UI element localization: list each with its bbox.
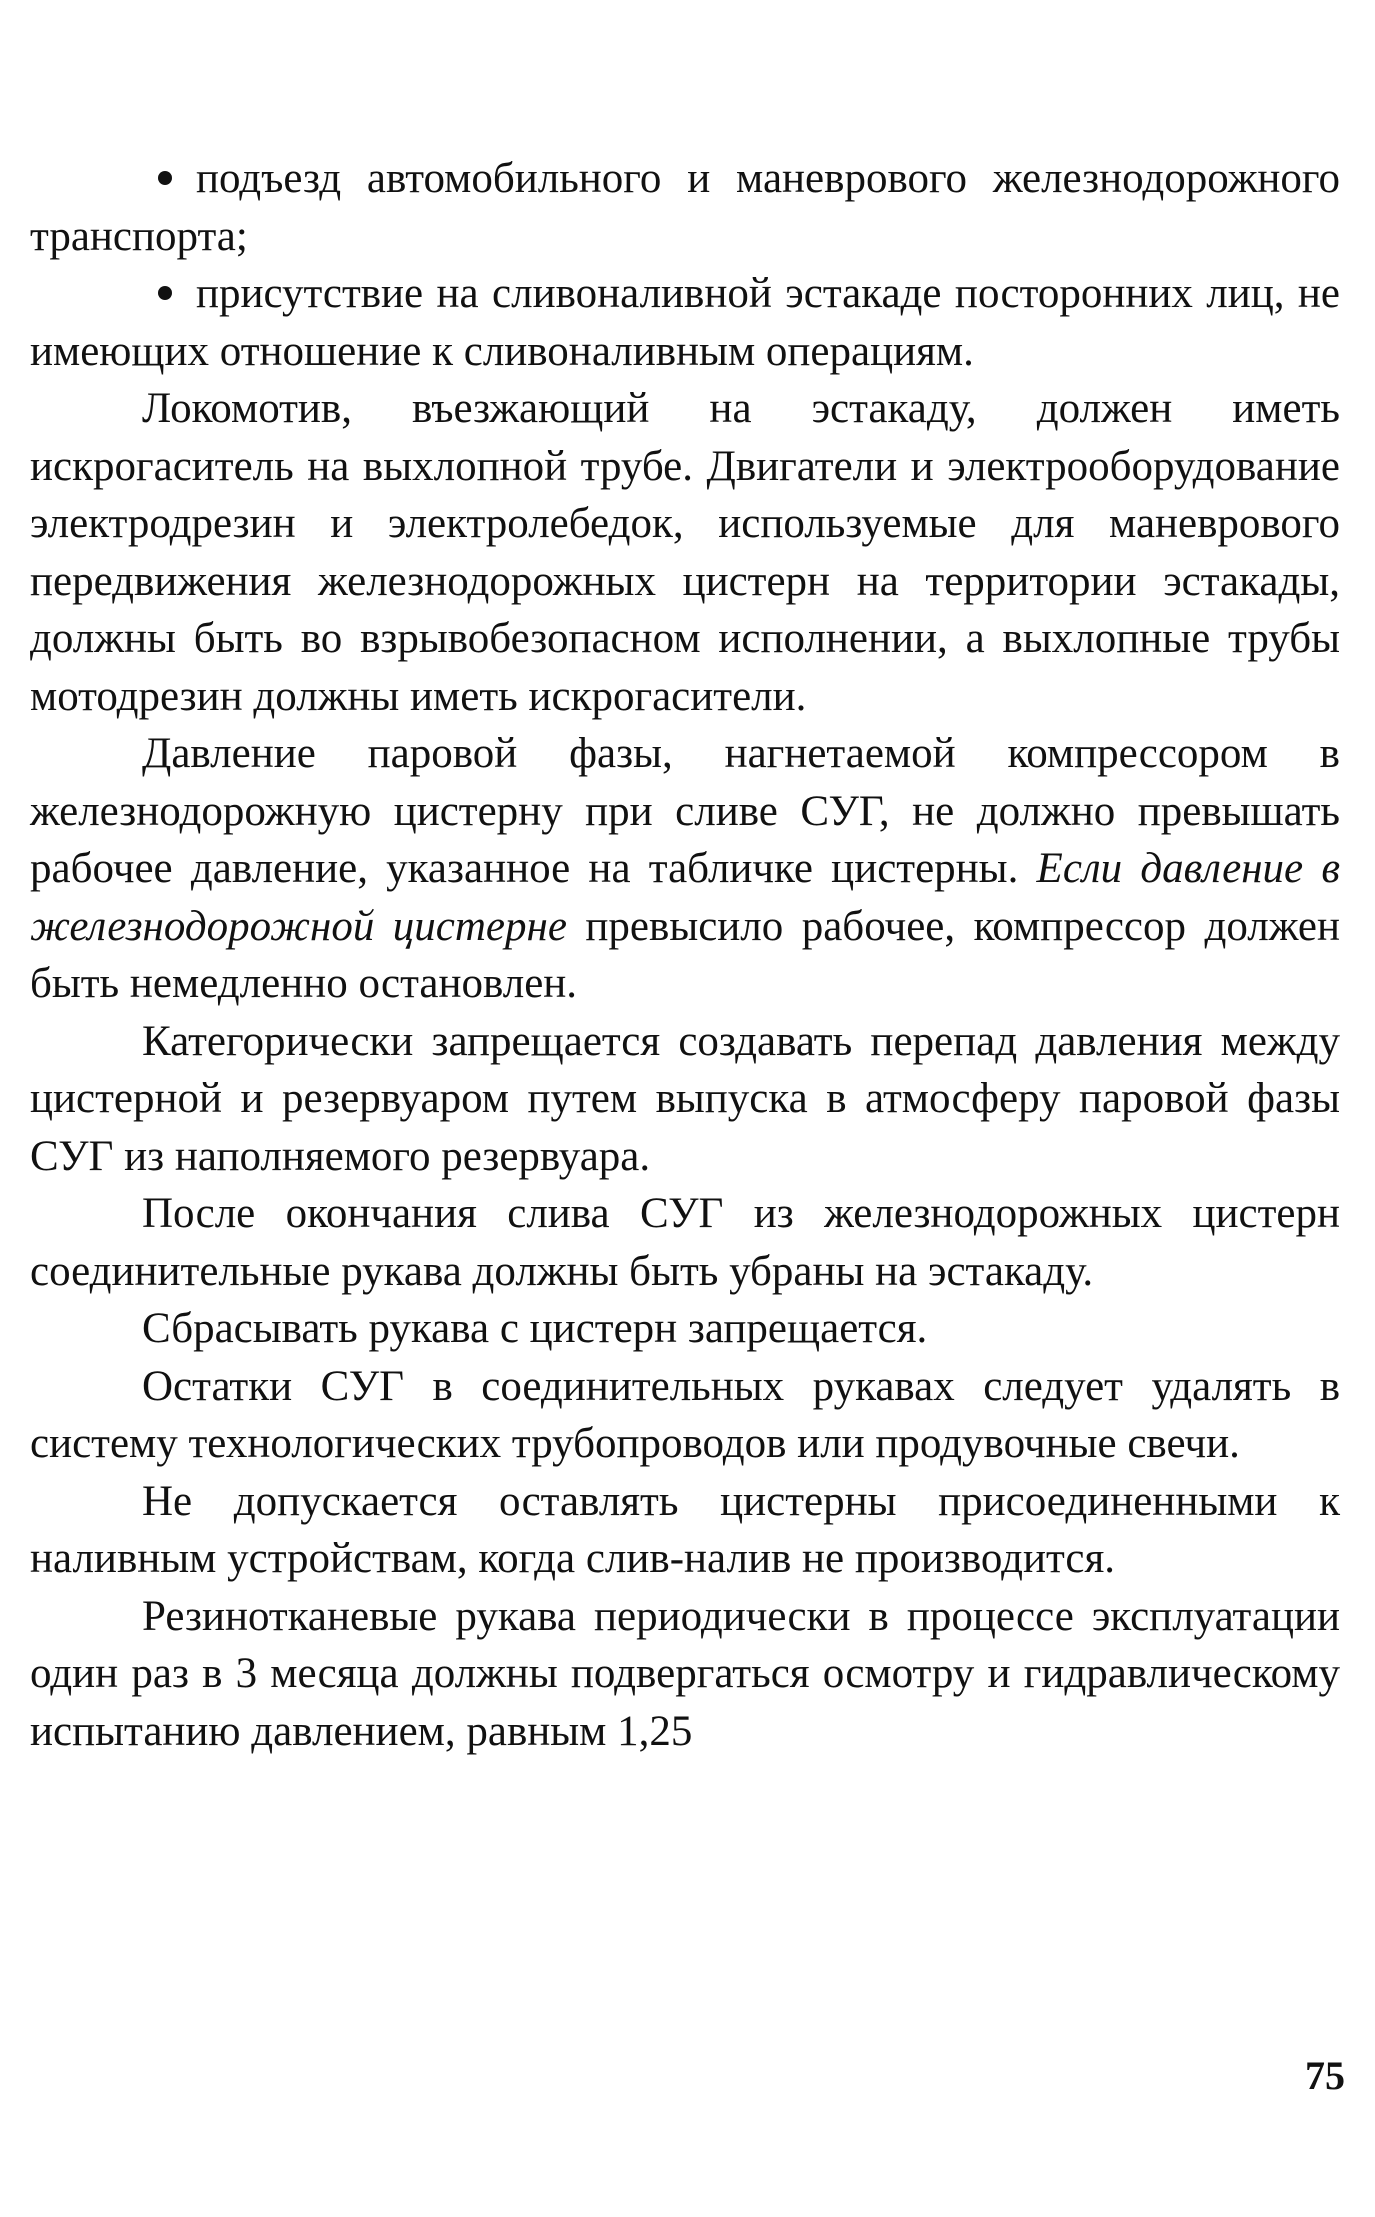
paragraph: Категорически запрещается создавать перепад давления между цистерной и резервуаром путем выпуска в атмосферу паровой фазы СУГ из наполняемого резервуара.	[30, 1017, 1340, 1180]
paragraph: Не допускается оставлять цистерны присоединенными к наливным устройствам, когда слив-налив не производится.	[30, 1477, 1340, 1582]
paragraph	[30, 725, 1340, 1013]
paragraph: Резинотканевые рукава периодически в процессе эксплуатации один раз в 3 месяца должны подвергаться осмотру и гидравлическому испытанию давлением, равным 1,25	[30, 1592, 1340, 1755]
paragraph: После окончания слива СУГ из железнодорожных цистерн соединительные рукава должны быть убраны на эстакаду.	[30, 1190, 1340, 1295]
paragraph-text: Давление паровой фазы, нагнетаемой компрессором в железнодорожную цистерну при сливе СУГ, не должно превышать рабочее давление, указанное на табличке цистерны.	[30, 730, 1340, 892]
paragraph-italic-text: Если давление в железнодорожной цистерне	[30, 845, 1340, 950]
paragraph-text: превысило рабочее, компрессор должен быть немедленно остановлен.	[30, 902, 1340, 1007]
document-body	[30, 150, 1340, 1760]
bullet-item	[30, 265, 1340, 380]
bullet-item	[30, 150, 1340, 265]
bullet-icon	[158, 171, 172, 185]
bullet-text: присутствие на сливоналивной эстакаде посторонних лиц, не имеющих отношение к сливоналивным операциям.	[30, 270, 1340, 375]
paragraph: Сбрасывать рукава с цистерн запрещается.	[142, 1305, 928, 1352]
page-number: 75	[1305, 2053, 1345, 2098]
bullet-icon	[158, 286, 172, 300]
bullet-text: подъезд автомобильного и маневрового железнодорожного транспорта;	[30, 155, 1340, 260]
paragraph: Локомотив, въезжающий на эстакаду, должен иметь искрогаситель на выхлопной трубе. Двигатели и электрооборудование электродрезин и электролебедок, используемые для маневрового передвижения железнодорожных цистерн на территории эстакады, должны быть во взрывобезопасном исполнении, а выхлопные трубы мотодрезин должны иметь искрогасители.	[30, 385, 1340, 720]
paragraph: Остатки СУГ в соединительных рукавах следует удалять в систему технологических трубопроводов или продувочные свечи.	[30, 1362, 1340, 1467]
